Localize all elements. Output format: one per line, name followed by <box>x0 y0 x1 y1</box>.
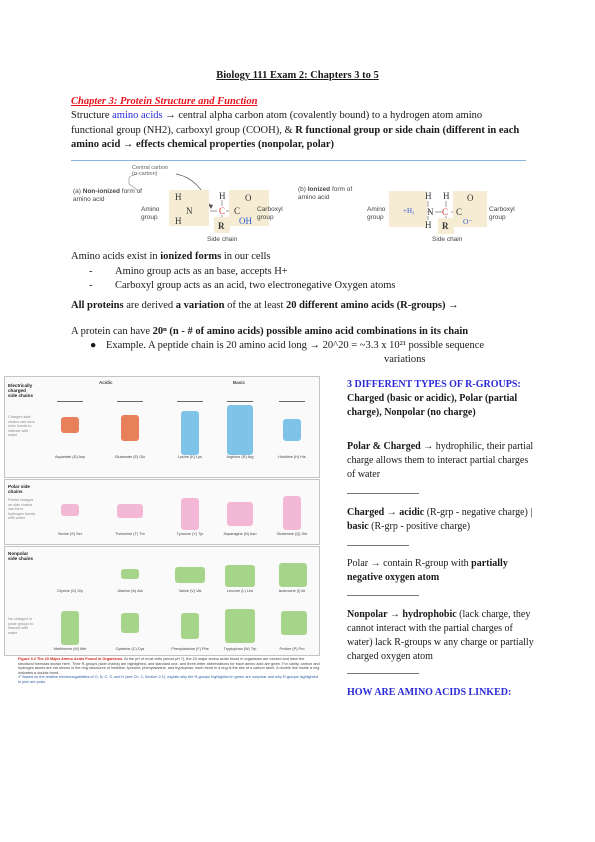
r-group-types-bold: Charged (basic or acidic), Polar (partial charge), Nonpolar (no charge) <box>347 392 518 418</box>
combos-bold: 20ⁿ (n - # of amino acids) possible amino acid combinations in its chain <box>152 326 469 337</box>
atom-h: H <box>175 192 182 202</box>
atom-c-alpha: C <box>219 206 226 216</box>
list-item: - Amino group acts as an base, accepts H+ <box>89 265 288 277</box>
combinations-paragraph <box>71 325 541 340</box>
amino-acid-aspartate <box>53 395 87 457</box>
amino-acid-name: Glutamine (Q) Gln <box>276 532 308 536</box>
atom-nh3: +H₃ <box>403 207 415 215</box>
nonpolar-panel-note: No charged or polar groups to interact with water <box>8 617 34 635</box>
amino-acid-name: Threonine (T) Thr <box>115 532 145 536</box>
amino-acid-name: Proline (P) Pro <box>279 647 305 651</box>
r-group-basic <box>283 419 301 441</box>
ionized-bold: ionized forms <box>160 251 222 262</box>
amino-acid-tryptophan <box>223 599 257 651</box>
ionized-line <box>71 250 531 265</box>
r-group-basic <box>181 411 199 455</box>
amino-acid-cysteine <box>113 599 147 651</box>
amino-acid-tyrosine <box>173 484 207 536</box>
amino-acid-glutamine <box>275 484 309 536</box>
amino-acid-arginine <box>223 395 257 457</box>
atom-o-minus: O⁻ <box>463 217 473 226</box>
polar-bold: partially negative oxygen atom <box>347 558 508 583</box>
r-group-polar <box>61 504 79 516</box>
intro-lead: Structure <box>71 110 113 121</box>
panel-b-title: Ionized <box>307 186 331 193</box>
r-group-nonpolar <box>181 613 199 639</box>
proteins-bold-3: 20 different amino acids (R-groups) → <box>286 300 459 311</box>
divider <box>347 595 419 596</box>
nonpolar-panel <box>4 546 320 656</box>
basic-header: Basic <box>233 380 246 385</box>
section-divider <box>71 160 526 161</box>
amino-acid-valine <box>173 549 207 593</box>
amino-acid-glutamate <box>113 395 147 457</box>
r-group-nonpolar <box>281 611 307 635</box>
charged-text-2: (R-grp - positive charge) <box>368 520 471 532</box>
amino-acid-name: Isoleucine (I) Ile <box>278 589 306 593</box>
amino-acid-name: Asparagine (N) Asn <box>223 532 257 536</box>
atom-r: R <box>218 221 225 231</box>
amino-acid-phenylalanine <box>171 599 209 651</box>
r-group-nonpolar <box>175 567 205 583</box>
amino-acid-asparagine <box>223 484 257 536</box>
amino-acid-name: Tyrosine (Y) Tyr <box>176 532 204 536</box>
amino-acid-name: Histidine (H) His <box>278 455 306 459</box>
divider <box>347 545 409 546</box>
r-group-polar <box>227 502 253 526</box>
ionized-suffix: in our cells <box>221 251 271 262</box>
amino-acid-structure-diagram <box>71 162 526 246</box>
atom-h: H <box>425 191 432 201</box>
intro-text: → central alpha carbon atom (covalently bound) to a hydrogen atom amino functional group (NH2), carboxyl group (COOH), & <box>71 110 483 136</box>
polar-text: → contain R-group with <box>368 558 472 569</box>
amino-acid-name: Methionine (M) Met <box>53 647 87 651</box>
polar-panel <box>4 479 320 545</box>
amino-acid-alanine <box>113 549 147 593</box>
panel-a-rest: form of amino acid <box>73 188 142 203</box>
combos-lead: A protein can have <box>71 326 153 337</box>
r-group-polar <box>181 498 199 530</box>
panel-b-label <box>298 186 368 201</box>
nonpolar-text: (lack charge, they cannot interact with the partial charges of water) lack R-groups w any charge or partially charged oxygen atom <box>347 609 534 662</box>
r-group-nonpolar <box>121 569 139 579</box>
r-group-nonpolar <box>279 563 307 587</box>
r-group-nonpolar <box>225 609 255 643</box>
nonpolar-panel-title: Nonpolar side chains <box>8 551 34 562</box>
r-group-acidic <box>121 415 139 441</box>
charged-panel-note: Charged side chains can form ionic bonds to interact with water <box>8 415 35 438</box>
page-title: Biology 111 Exam 2: Chapters 3 to 5 <box>216 70 379 81</box>
atom-c: C <box>456 207 463 217</box>
amino-acid-name: Cysteine (C) Cys <box>115 647 145 651</box>
proteins-bold-1: All proteins <box>71 300 124 311</box>
atom-h: H <box>175 216 182 226</box>
figure-caption <box>18 657 320 684</box>
panel-b-rest: form of amino acid <box>298 186 353 201</box>
example-continued: variations <box>384 354 426 365</box>
acidic-header: Acidic <box>99 380 113 385</box>
amino-acid-histidine <box>275 395 309 457</box>
amino-acid-glycine <box>53 549 87 593</box>
atom-n: N <box>427 207 434 217</box>
atom-h: H <box>425 220 432 230</box>
linked-heading: HOW ARE AMINO ACIDS LINKED: <box>347 687 512 698</box>
amino-acid-name: Serine (S) Ser <box>57 532 83 536</box>
polar-charged-text: hydrophilic, their partial charge allows them to interact partial charges of water <box>347 441 534 480</box>
amino-acid-methionine <box>53 599 87 651</box>
central-carbon-label: Central carbon <box>132 165 169 171</box>
r-group-types <box>347 378 537 420</box>
charged-text-1: (R-grp - negative charge) | <box>424 507 533 518</box>
amino-acid-lysine <box>173 395 207 457</box>
proteins-paragraph <box>71 299 523 314</box>
polar-charged-bold: Polar & Charged → <box>347 441 434 452</box>
polar-charged-note <box>347 440 537 482</box>
amino-acid-leucine <box>223 549 257 593</box>
example-label: Example. <box>106 340 146 351</box>
caption-text: At the pH of most cells (about pH 7), the 20 major amino acids found in organisms are ionized and have the structural formulas shown here. Their R-groups (side chains) are highlighted, and standard one- and three-letter abbreviations for each amino acid are given. For clarity, carbon and hydrogen atoms are not shown in the ring structures of histidine, tyrosine, phenylalanine, and tryptophan; each bend in a ring is the site of a carbon atom. A double line inside a ring indicates a double bond. <box>18 657 320 675</box>
atom-r: R <box>442 221 449 231</box>
intro-paragraph <box>71 109 523 153</box>
intro-bold: R functional group or side chain (different in each amino acid → effects chemical properties (nonpolar, polar) <box>71 124 520 151</box>
amino-acid-name: Alanine (A) Ala <box>117 589 143 593</box>
chapter-heading: Chapter 3: Protein Structure and Function <box>71 96 258 107</box>
atom-c: C <box>234 206 241 216</box>
amino-acid-serine <box>53 484 87 536</box>
bullet-text: Carboxyl group acts as an acid, two electronegative Oxygen atoms <box>115 280 396 292</box>
proteins-bold-2: a variation <box>175 300 225 311</box>
amino-acid-name: Aspartate (D) Asp <box>55 455 85 459</box>
amino-acid-name: Lysine (K) Lys <box>178 455 202 459</box>
r-group-nonpolar <box>225 565 255 587</box>
r-group-nonpolar <box>61 611 79 645</box>
panel-a-title: Non-ionized <box>82 188 120 195</box>
carboxyl-group-label: Carboxyl group <box>489 206 515 221</box>
atom-h: H <box>219 191 226 201</box>
polar-panel-note: Partial charges on side chains can form hydrogen bonds with water <box>8 498 36 521</box>
example-text: A peptide chain is 20 amino acid long → 20^20 = ~3.3 x 10²¹ possible sequence <box>145 340 485 351</box>
panel-b-letter: (b) <box>298 186 308 193</box>
r-group-polar <box>283 496 301 530</box>
r-group-types-heading: 3 DIFFERENT TYPES OF R-GROUPS: <box>347 379 521 390</box>
amino-acid-proline <box>275 599 309 651</box>
amino-acid-isoleucine <box>275 549 309 593</box>
side-chain-label: Side chain <box>432 236 463 243</box>
list-item: - Carboxyl group acts as an acid, two electronegative Oxygen atoms <box>89 280 396 292</box>
nonpolar-note <box>347 608 537 664</box>
atom-o: O <box>245 193 252 203</box>
bullet-text: Amino group acts as an base, accepts H+ <box>115 265 288 277</box>
charged-panel-title: Electrically charged side chains <box>8 383 34 399</box>
polar-lead: Polar <box>347 558 369 569</box>
r-group-nonpolar <box>121 613 139 633</box>
carboxyl-group-label: Carboxyl group <box>257 206 283 221</box>
divider <box>347 493 419 494</box>
charged-note <box>347 506 537 534</box>
divider <box>347 673 419 674</box>
nonpolar-bold: Nonpolar → hydrophobic <box>347 609 457 620</box>
panel-a-label <box>73 188 143 203</box>
amino-acid-name: Phenylalanine (F) Phe <box>171 647 209 651</box>
charged-bold-2: basic <box>347 520 369 532</box>
r-group-acidic <box>61 417 79 433</box>
atom-n: N <box>186 206 193 216</box>
r-group-polar <box>117 504 143 518</box>
charged-panel <box>4 376 320 478</box>
alpha-carbon-label: (α-carbon) <box>132 171 158 177</box>
ionized-section <box>71 250 531 294</box>
atom-c-alpha: C <box>442 207 449 217</box>
caption-question: ✔ Based on the relative electronegativities of O, N, C, S, and H (see Ch. 2, Section 2.1), explain why the R-groups highlighted in green are nonpolar and why R-groups highlighted in pink are polar. <box>18 675 318 684</box>
polar-note <box>347 557 537 585</box>
polar-panel-title: Polar side chains <box>8 484 30 495</box>
amino-acids-figure <box>4 376 320 684</box>
atom-oh: OH <box>239 216 252 226</box>
amino-acids-link[interactable]: amino acids <box>112 110 163 121</box>
bullet-dot: ● <box>90 340 97 351</box>
amino-acid-name: Arginine (R) Arg <box>226 455 254 459</box>
ionized-prefix: Amino acids exist in <box>71 251 161 262</box>
amino-acid-name: Glutamate (E) Glu <box>114 455 146 459</box>
charged-bold: Charged → acidic <box>347 507 425 518</box>
atom-h: H <box>443 191 450 201</box>
amino-group-label: Amino group <box>367 206 386 221</box>
amino-group-label: Amino group <box>141 206 160 221</box>
caption-label: Figure 3.2 The 20 Major Amino Acids Found in Organisms. <box>18 657 124 661</box>
amino-acid-name: Glycine (G) Gly <box>57 589 83 593</box>
panel-a-letter: (a) <box>73 188 83 195</box>
proteins-text-2: of the at least <box>224 300 287 311</box>
side-chain-label: Side chain <box>207 236 238 243</box>
amino-acid-name: Valine (V) Val <box>178 589 202 593</box>
amino-acid-name: Leucine (L) Leu <box>226 589 254 593</box>
proteins-text-1: are derived <box>123 300 176 311</box>
amino-acid-name: Tryptophan (W) Trp <box>223 647 257 651</box>
example-item <box>90 339 530 354</box>
atom-o: O <box>467 193 474 203</box>
amino-acid-threonine <box>113 484 147 536</box>
r-group-basic <box>227 405 253 455</box>
